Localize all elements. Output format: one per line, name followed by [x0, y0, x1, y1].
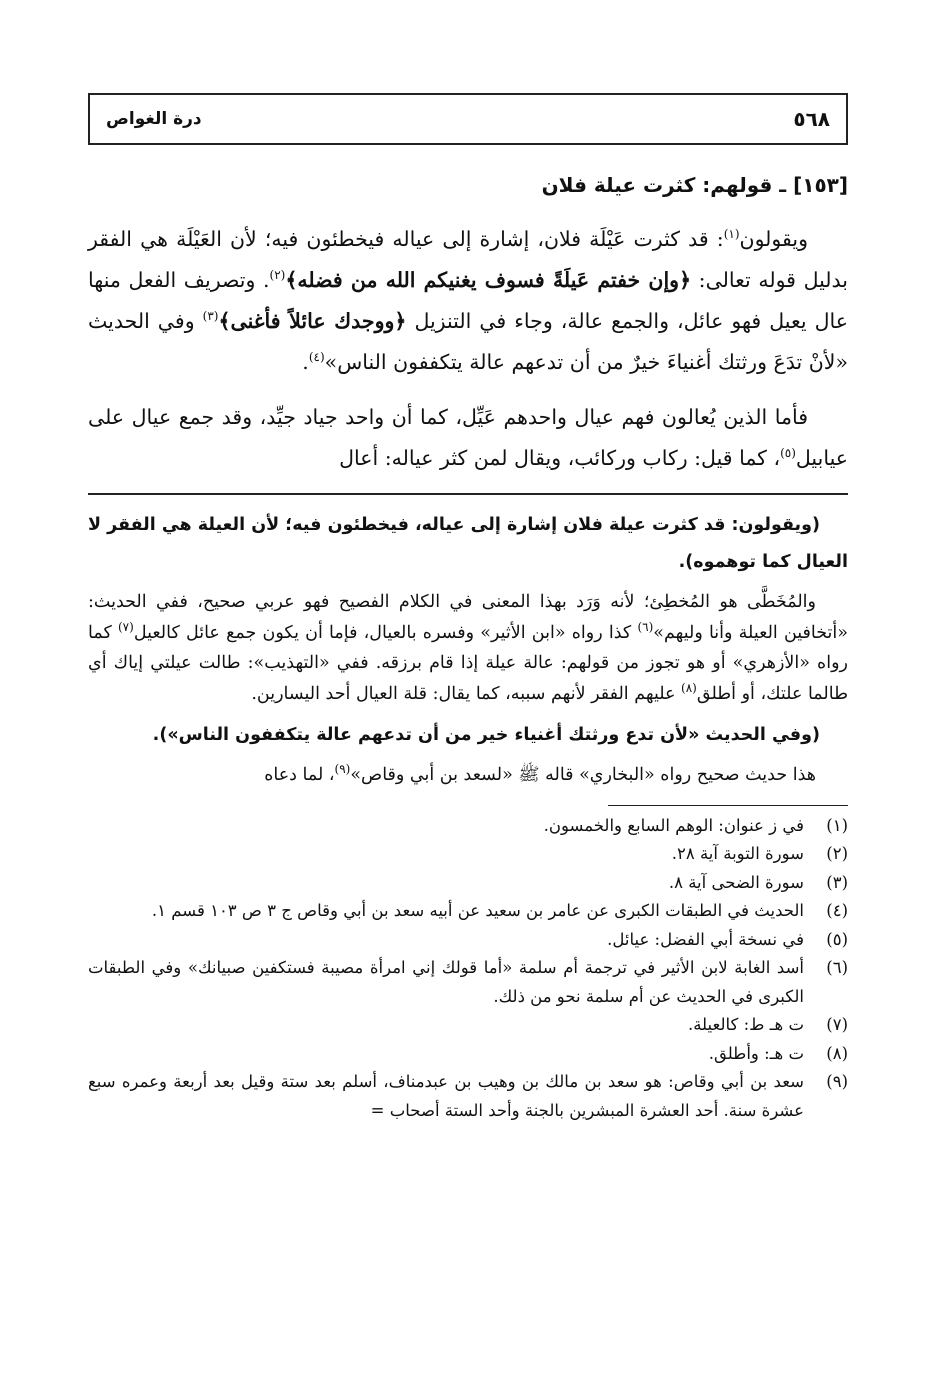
main-paragraph-2	[88, 397, 848, 479]
footnote-number: (٥)	[826, 929, 848, 949]
commentary-quote-2: (وفي الحديث «لأن تدع ورثتك أغنياء خير من أن تدعهم عالة يتكففون الناس»).	[152, 725, 820, 745]
main-paragraph-1	[88, 219, 848, 383]
footnote-item	[88, 1011, 848, 1040]
text-run: : قد كثرت عَيْلَة فلان، إشارة إلى عياله فيخطئون فيه؛ لأن العَيْلَة هي الفقر بدليل قوله تعالى:	[88, 227, 849, 292]
footnote-number: (٨)	[826, 1043, 848, 1063]
page-body	[88, 165, 848, 1125]
footnote-text: ت هـ: وأطلق.	[708, 1043, 804, 1063]
text-run: .	[302, 350, 309, 374]
footnote-text: أسد الغابة لابن الأثير في ترجمة أم سلمة «أما قولك إني امرأة مصيبة فستكفين صبيانك» وفي الطبقات الكبرى في الحديث عن أم سلمة نحو من ذلك.	[88, 958, 804, 1006]
footnote-text: سورة الضحى آية ٨.	[668, 872, 804, 892]
footnote-text: الحديث في الطبقات الكبرى عن عامر بن سعيد عن أبيه سعد بن أبي وقاص ج ٣ ص ١٠٣ قسم ١.	[151, 901, 804, 920]
commentary-divider	[88, 493, 848, 495]
footnote-item	[88, 840, 848, 869]
page-number: ٥٦٨	[793, 107, 830, 131]
footnote-ref: (٣)	[202, 309, 219, 324]
footnote-separator	[608, 805, 848, 806]
footnote-item	[88, 812, 848, 841]
text-run: عليهم الفقر لأنهم سببه، كما يقال: قلة العيال أحد اليسارين.	[251, 683, 682, 704]
text-run: هذا حديث صحيح رواه «البخاري» قاله ﷺ «لسعد بن أبي وقاص»	[350, 765, 816, 785]
footnote-number: (٧)	[826, 1015, 848, 1034]
footnote-text: ت هـ ط: كالعيلة.	[687, 1015, 804, 1034]
page-header	[88, 93, 848, 145]
text-run: ، كما قيل: ركاب وركائب، ويقال لمن كثر عياله: أعال	[339, 446, 781, 470]
footnote-item	[88, 954, 848, 1011]
footnote-number: (٣)	[826, 872, 848, 892]
text-run: ويقولون	[739, 227, 808, 251]
footnote-number: (٦)	[826, 958, 848, 977]
footnote-ref: (٢)	[269, 268, 286, 283]
text-run: فأما الذين يُعالون فهم عيال واحدهم عَيِّل، كما أن واحد جياد جيِّد، وقد جمع عيال على عيابيل	[88, 405, 848, 470]
quran-quote: ﴿ووجدك عائلاً فأغنى﴾	[218, 309, 407, 333]
footnote-item	[88, 897, 848, 926]
text-run: كما رواه «الأزهري» أو هو تجوز من قولهم: عالة عيلة إذا قام برزقه. ففي «التهذيب»: طالت عيلتي إياك أي طالما علتك، أو أطلق	[88, 622, 848, 704]
footnote-ref: (٥)	[780, 446, 796, 461]
footnotes-list	[88, 812, 848, 1126]
footnote-text: في ز عنوان: الوهم السابع والخمسون.	[543, 815, 804, 835]
footnote-ref: (٦)	[637, 619, 654, 634]
footnote-ref: (٧)	[117, 619, 134, 634]
running-title: درة الغواص	[106, 109, 202, 129]
footnote-item	[88, 926, 848, 955]
text-run: ، لما دعاه	[264, 765, 335, 785]
text-run: والمُخَطَّى هو المُخطِئ؛ لأنه وَرَد بهذا المعنى في الكلام الفصيح فهو عربي صحيح، ففي الحديث: «أتخافين العيلة وأنا وليهم»	[88, 592, 848, 643]
footnote-ref: (٩)	[334, 762, 351, 777]
footnote-text: في نسخة أبي الفضل: عيائل.	[607, 929, 804, 949]
commentary-paragraph-2	[88, 760, 848, 791]
footnote-number: (٤)	[826, 901, 848, 920]
footnote-number: (١)	[826, 815, 848, 835]
footnote-ref: (١)	[723, 227, 740, 242]
quran-quote: ﴿وإن خفتم عَيلَةً فسوف يغنيكم الله من فضله﴾	[285, 268, 692, 292]
text-run: وفي الحديث «لأنْ تدَعَ ورثتك أغنياءَ خيرٌ من أن تدعهم عالة يتكففون الناس»	[88, 309, 848, 374]
footnote-item	[88, 1040, 848, 1069]
commentary-paragraph-1	[88, 587, 848, 709]
footnote-item	[88, 869, 848, 898]
footnote-text: سعد بن أبي وقاص: هو سعد بن مالك بن وهيب بن عبدمناف، أسلم بعد ستة وقيل بعد أربعة وعمره سبع عشرة سنة. أحد العشرة المبشرين بالجنة وأحد الستة أصحاب =	[88, 1072, 804, 1120]
footnote-text: سورة التوبة آية ٢٨.	[671, 844, 804, 863]
footnote-ref: (٤)	[308, 350, 325, 365]
footnote-number: (٢)	[826, 844, 848, 863]
text-run: كذا رواه «ابن الأثير» وفسره بالعيال، فإما أن يكون جمع عائل كالعيل	[133, 622, 638, 643]
footnote-ref: (٨)	[681, 680, 697, 695]
footnote-item	[88, 1068, 848, 1125]
commentary-quote-1: (ويقولون: قد كثرت عيلة فلان إشارة إلى عياله، فيخطئون فيه؛ لأن العيلة هي الفقر لا العيال كما توهموه).	[87, 515, 848, 572]
footnote-number: (٩)	[826, 1072, 848, 1091]
text-run: . وتصريف الفعل منها عال يعيل فهو عائل، والجمع عالة، وجاء في التنزيل	[88, 268, 848, 333]
entry-title: [١٥٣] ـ قولهم: كثرت عيلة فلان	[541, 173, 848, 197]
